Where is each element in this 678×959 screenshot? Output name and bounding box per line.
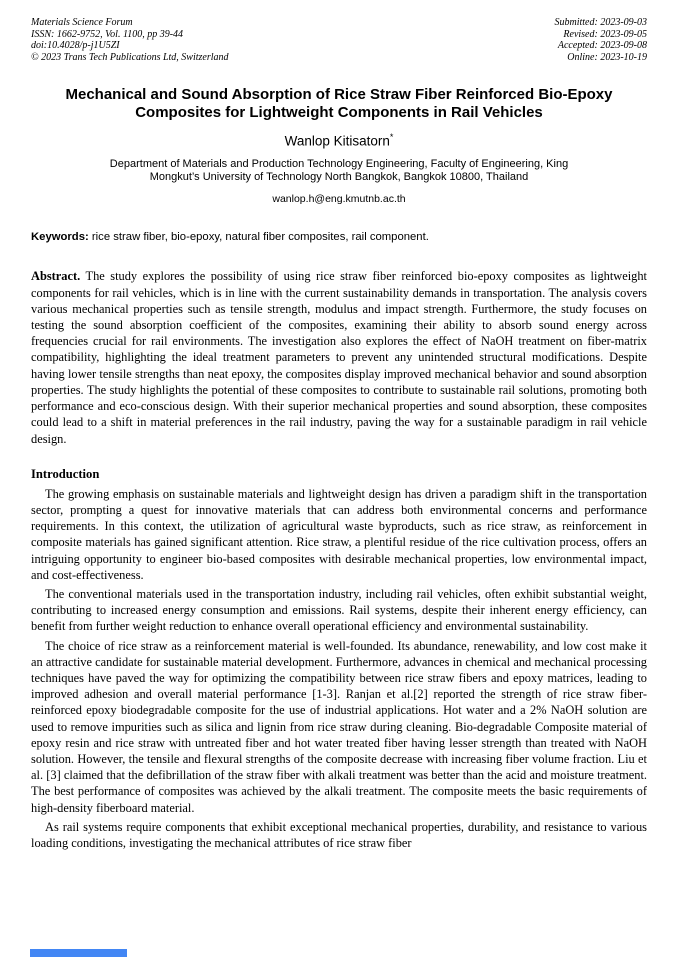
author-name: Wanlop Kitisatorn <box>284 133 390 149</box>
submission-dates <box>555 17 648 63</box>
intro-paragraph-4: As rail systems require components that exhibit exceptional mechanical properties, durability, and resistance to various loading conditions, investigating the mechanical attributes of rice straw fiber <box>31 819 647 850</box>
keywords-text: rice straw fiber, bio-epoxy, natural fiber composites, rail component. <box>88 231 429 244</box>
highlight-bar <box>30 949 127 957</box>
author-email: wanlop.h@eng.kmutnb.ac.th <box>272 193 406 206</box>
journal-doi: doi:10.4028/p-j1U5ZI <box>31 40 120 52</box>
author-footnote-mark: * <box>389 132 394 143</box>
affiliation: Department of Materials and Production Technology Engineering, Faculty of Engineering, King Mongkut’s University of Technology North Bangkok, Bangkok 10800, Thailand <box>109 157 569 183</box>
journal-header <box>31 17 647 63</box>
submitted-date: Submitted: 2023-09-03 <box>554 17 647 28</box>
abstract <box>31 268 647 446</box>
intro-paragraph-2: The conventional materials used in the transportation industry, including rail vehicles, often exhibit substantial weight, contributing to increased energy consumption and emissions. Rail systems, despite their inherent energy efficiency, can benefit from further weight reduction to enhance overall operational efficiency and environmental sustainability. <box>31 586 647 634</box>
author-line <box>31 129 647 150</box>
journal-issn-volume: ISSN: 1662-9752, Vol. 1100, pp 39-44 <box>31 28 184 40</box>
revised-date: Revised: 2023-09-05 <box>563 28 647 40</box>
introduction-heading: Introduction <box>31 466 100 481</box>
journal-copyright: © 2023 Trans Tech Publications Ltd, Switzerland <box>31 51 229 63</box>
keywords-label: Keywords: <box>31 231 89 244</box>
accepted-date: Accepted: 2023-09-08 <box>557 40 647 52</box>
intro-paragraph-1: The growing emphasis on sustainable materials and lightweight design has driven a paradigm shift in the transportation sector, prompting a quest for innovative materials that can address both environmental concerns and performance requirements. In this context, the utilization of agricultural waste byproducts, such as rice straw, as reinforcement in composite materials has gained significant attention. Rice straw, a plentiful residue of the rice cultivation process, offers an intriguing opportunity to engineer bio-based composites with desirable mechanical properties, low environmental impact, and cost-effectiveness. <box>31 486 647 582</box>
journal-info <box>31 17 229 63</box>
intro-paragraph-3: The choice of rice straw as a reinforcement material is well-founded. Its abundance, renewability, and low cost make it an attractive candidate for sustainable material development. Furthermore, advances in chemical and mechanical processing techniques have paved the way for optimizing the compatibility between rice straw fibers and epoxy matrices, leading to improved adhesion and overall material performance [1-3]. Ranjan et al.[2] reported the strength of rice straw fiber-reinforced epoxy biodegradable composite for the use of industrial applications. Hot water and a 2% NaOH solution are used to remove impurities such as silica and lignin from rice straw during cleaning. Bio-degradable Composite material of epoxy resin and rice straw with untreated fiber and hot water treated fiber having lesser strength than treated with NaOH solution. However, the tensile and flexural strengths of the composite decrease with increasing fiber volume fraction. Liu et al. [3] claimed that the defibrillation of the straw fiber with alkali treatment was better than the acid and moisture treatment. The best performance of composites was achieved by the alkali treatment. The composite meets the basic requirements of high-density fiberboard material. <box>31 638 647 815</box>
journal-name: Materials Science Forum <box>31 17 133 28</box>
keywords-line <box>31 231 647 244</box>
online-date: Online: 2023-10-19 <box>567 51 647 63</box>
abstract-label: Abstract. <box>31 269 81 284</box>
paper-title: Mechanical and Sound Absorption of Rice Straw Fiber Reinforced Bio-Epoxy Composites for Lightweight Components in Rail Vehicles <box>65 86 613 121</box>
abstract-text: The study explores the possibility of using rice straw fiber reinforced bio-epoxy composites as lightweight components for rail vehicles, which is in line with the current sustainability demands in transportation. The analysis covers various mechanical properties such as tensile strength, modulus and impact strength. Furthermore, the study focuses on testing the sound absorption coefficient of the composites, examining their ability to absorb sound energy across frequencies crucial for rail environments. The investigation also explores the effect of NaOH treatment on fiber-matrix compatibility, highlighting the ideal treatment parameters to prevent any unintended structural modifications. Despite having lower tensile strengths than neat epoxy, the composites display improved mechanical behavior and sound absorption properties. The study highlights the potential of these composites to contribute to sustainable rail solutions, promoting both performance and eco-conscious design. With their superior mechanical properties and sound absorption, these composites could lead to a shift in material preferences in the rail industry, paving the way for a sustainable paradigm in rail vehicle design. <box>31 269 647 446</box>
